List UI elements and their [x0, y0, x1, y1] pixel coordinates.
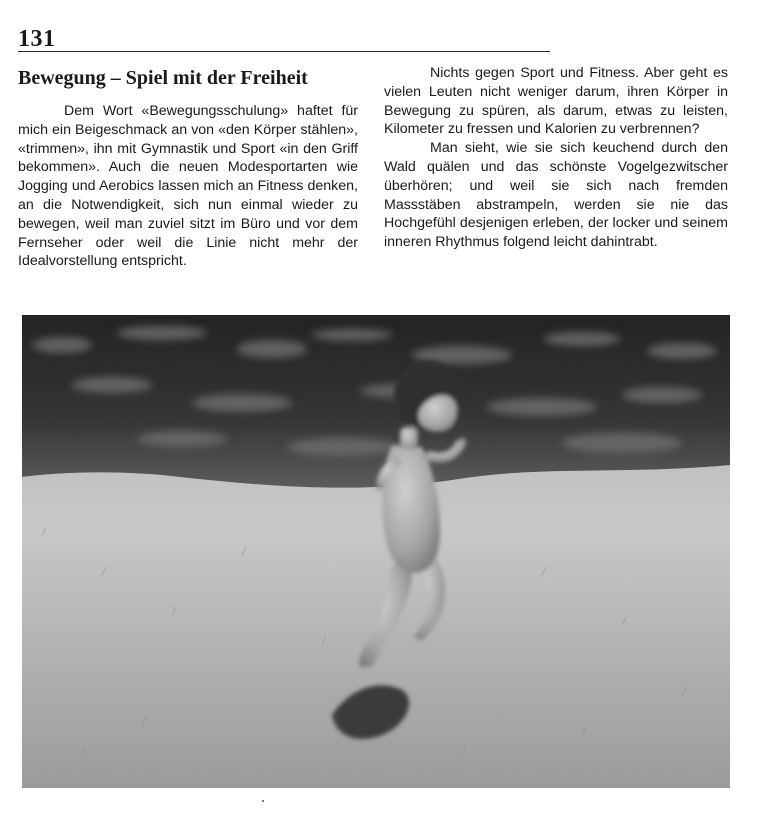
left-paragraph-1: Dem Wort «Bewegungsschulung» haftet für mich ein Beigeschmack an von «den Körper stählen», «trimmen», ihn mit Gymnastik und Sport «in den Griff bekommen». Auch die neuen Modesportarten wie Jogging und Aerobics lassen mich an Fitness denken, an die Notwendigkeit, sich nun einmal wieder zu bewegen, weil man zuviel sitzt im Büro und vor dem Fernseher oder weil die Linie nicht mehr der Idealvorstellung entspricht. [18, 103, 358, 270]
page-number: 131 [18, 26, 56, 52]
article-title: Bewegung – Spiel mit der Freiheit [18, 67, 308, 89]
photo-child-running-on-meadow [22, 315, 730, 788]
right-paragraph-2: Man sieht, wie sie sich keuchend durch den Wald quälen und das schönste Vogelgezwitscher überhören; und weil sie sich nach fremden Massstäben abstrampeln, werden sie nie das Hochgefühl desjenigen erleben, der locker und seinem inneren Rhythmus folgend leicht dahintrabt. [384, 140, 728, 251]
photo-illustration [22, 315, 730, 788]
header-rule [18, 51, 550, 52]
stray-mark [262, 800, 264, 802]
left-column [18, 102, 358, 271]
right-column [384, 64, 728, 252]
right-paragraph-1: Nichts gegen Sport und Fitness. Aber geht es vielen Leuten nicht weniger darum, ihren Körper in Bewegung zu spüren, als darum, etwas zu leisten, Kilometer zu fressen und Kalorien zu verbrennen? [384, 65, 728, 138]
